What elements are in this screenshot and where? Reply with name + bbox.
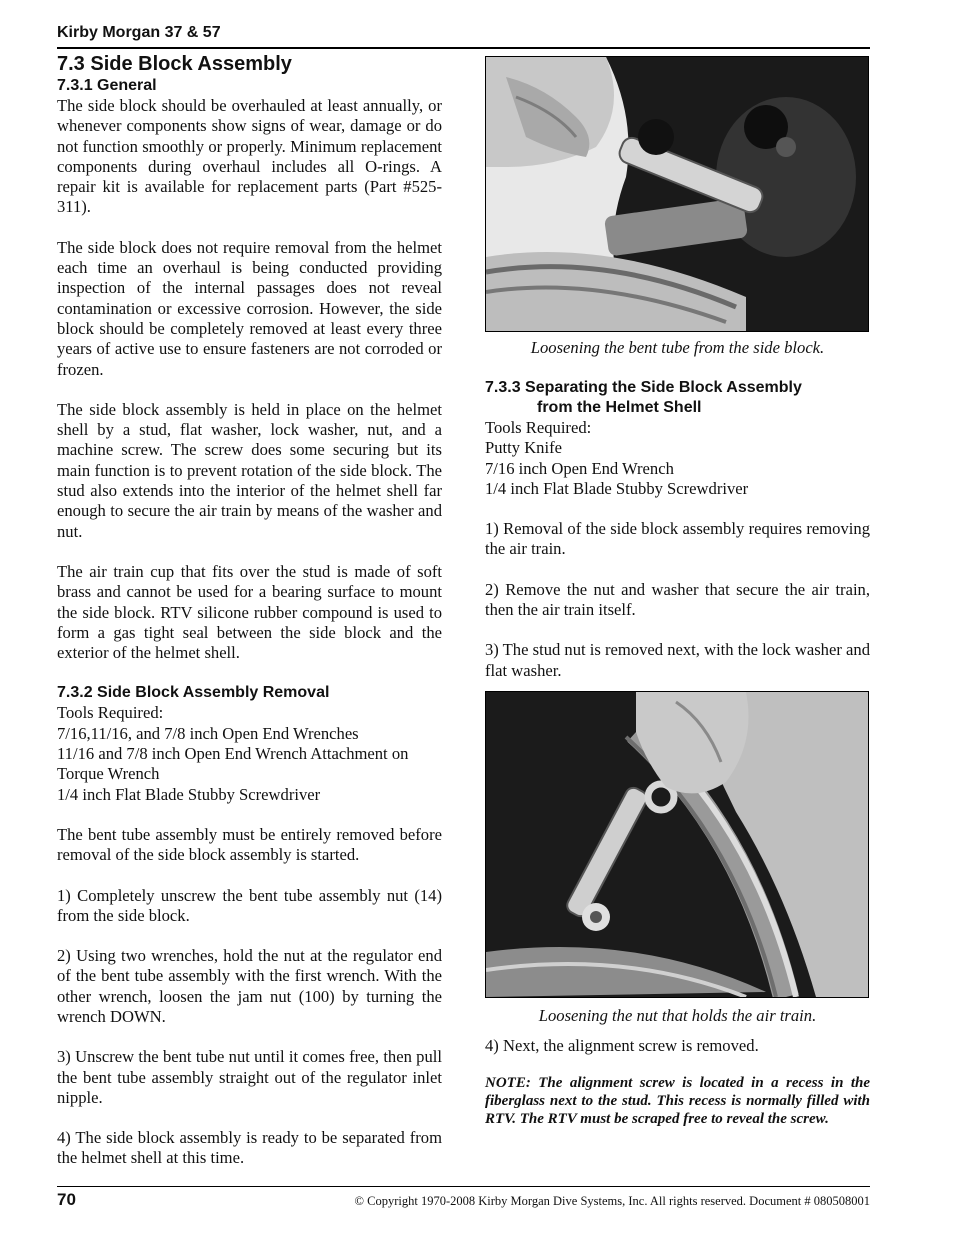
- separating-tool-item: 1/4 inch Flat Blade Stubby Screwdriver: [485, 478, 749, 498]
- general-heading: 7.3.1 General: [57, 77, 157, 94]
- removal-step-4: 4) The side block assembly is ready to be separated from the helmet shell at this time.: [57, 1128, 442, 1168]
- left-column: [57, 52, 442, 1169]
- photo-air-train-nut: [485, 691, 869, 998]
- separating-tool-item: 7/16 inch Open End Wrench: [485, 458, 674, 478]
- separating-heading-line2: from the Helmet Shell: [537, 399, 702, 416]
- removal-tool-item: 1/4 inch Flat Blade Stubby Screwdriver: [57, 784, 321, 804]
- general-paragraph-3: The side block assembly is held in place on the helmet shell by a stud, flat washer, lock washer, nut, and a machine screw. The screw does some securing but its main function is to prevent rotation of the side block. The stud also extends into the interior of the helmet shell far enough to secure the air train by means of the washer and nut.: [57, 399, 442, 541]
- separating-step-4: 4) Next, the alignment screw is removed.: [485, 1035, 759, 1055]
- separating-step-2: 2) Remove the nut and washer that secure the air train, then the air train itself.: [485, 579, 870, 620]
- separating-step-1: 1) Removal of the side block assembly requires removing the air train.: [485, 519, 870, 559]
- removal-step-3: 3) Unscrew the bent tube nut until it comes free, then pull the bent tube assembly straight out of the regulator inlet nipple.: [57, 1047, 442, 1107]
- photo2-caption: Loosening the nut that holds the air train.: [538, 1005, 817, 1025]
- photo1-caption: Loosening the bent tube from the side block.: [530, 338, 825, 357]
- alignment-screw-note: NOTE: The alignment screw is located in a recess in the fiberglass next to the stud. This recess is normally filled with RTV. The RTV must be scraped free to reveal the screw.: [485, 1075, 870, 1128]
- photo-wrench-helmet-illustration: [486, 57, 868, 331]
- running-header: Kirby Morgan 37 & 57: [57, 24, 221, 41]
- removal-step-2: 2) Using two wrenches, hold the nut at the regulator end of the bent tube assembly with the first wrench. With the other wrench, loosen the jam nut (100) by turning the wrench DOWN.: [57, 946, 442, 1026]
- separating-tool-item: Putty Knife: [485, 438, 562, 458]
- photo-wrench-nut-illustration: [486, 692, 868, 997]
- page-number: 70: [57, 1190, 76, 1209]
- separating-step-3: 3) The stud nut is removed next, with the lock washer and flat washer.: [485, 640, 870, 680]
- general-paragraph-2: The side block does not require removal from the helmet each time an overhaul is being conducted providing inspection of the internal passages does not reveal contamination or excessive corrosion. However, the side block should be completely removed at least every three years of active use to ensure fasteners are not corroded or frozen.: [57, 237, 442, 379]
- separating-tools-label: Tools Required:: [485, 418, 592, 437]
- removal-heading: 7.3.2 Side Block Assembly Removal: [57, 684, 330, 702]
- copyright-notice: © Copyright 1970-2008 Kirby Morgan Dive Systems, Inc. All rights reserved. Document # 080508001: [354, 1194, 870, 1208]
- general-paragraph-1: The side block should be overhauled at least annually, or whenever components show signs of wear, damage or do not function smoothly or properly. Minimum replacement components during overhaul includes all O-rings. A repair kit is available for replacement parts (Part #525-311).: [57, 96, 442, 217]
- removal-tool-item: 7/16,11/16, and 7/8 inch Open End Wrenches: [57, 723, 359, 743]
- removal-tools-label: Tools Required:: [57, 703, 164, 723]
- right-column: [485, 52, 870, 1128]
- removal-intro: The bent tube assembly must be entirely removed before removal of the side block assembly is started.: [57, 824, 442, 865]
- photo-bent-tube: [485, 56, 869, 332]
- general-paragraph-4: The air train cup that fits over the stud is made of soft brass and cannot be used for a bearing surface to mount the side block. RTV silicone rubber compound is used to form a gas tight seal between the side block and the exterior of the helmet shell.: [57, 561, 442, 663]
- separating-heading-line1: 7.3.3 Separating the Side Block Assembly: [485, 379, 802, 396]
- footer-rule: [57, 1186, 870, 1187]
- removal-tool-item: 11/16 and 7/8 inch Open End Wrench Attachment on Torque Wrench: [57, 744, 409, 784]
- header-rule: [57, 47, 870, 49]
- removal-step-1: 1) Completely unscrew the bent tube assembly nut (14) from the side block.: [57, 885, 442, 925]
- section-title: 7.3 Side Block Assembly: [57, 53, 292, 75]
